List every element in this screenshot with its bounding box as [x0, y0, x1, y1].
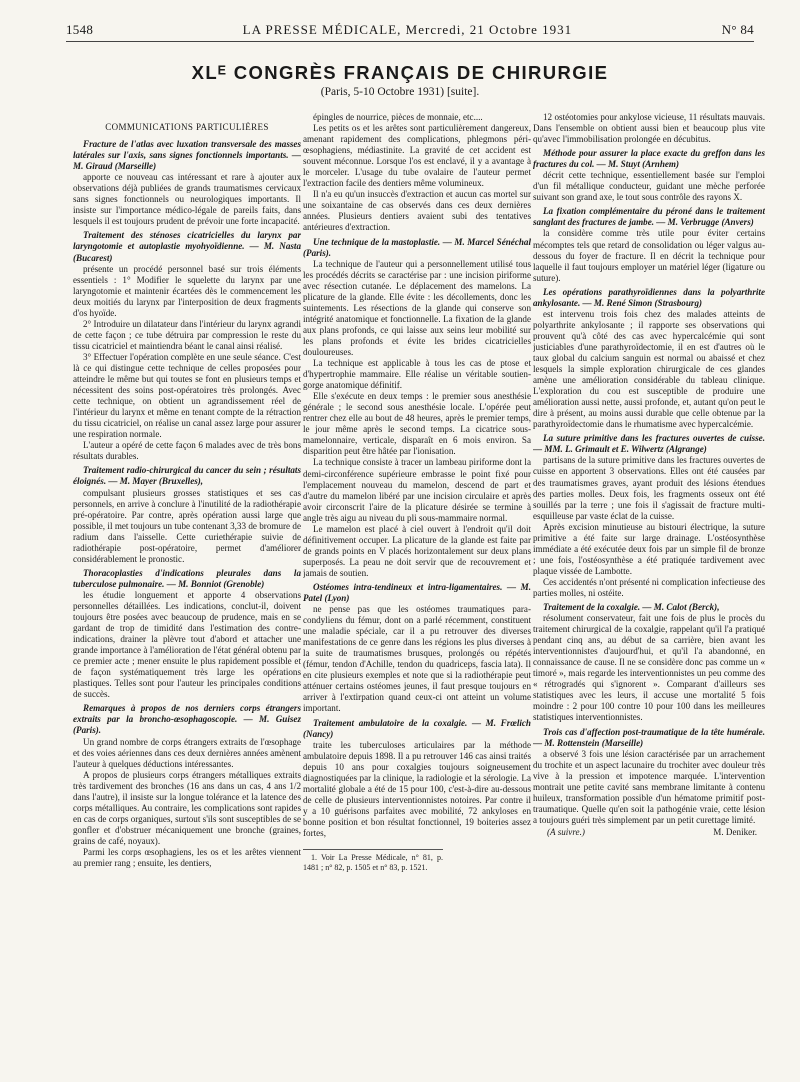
article-heading: Une technique de la mastoplastie. — M. Marcel Sénéchal (Paris).	[303, 236, 531, 258]
article-heading: Traitement des sténoses cicatricielles du larynx par laryngotomie et autoplastie myohyoïdienne. — M. Nasta (Bucarest)	[73, 230, 301, 263]
article-body: La technique consiste à tracer un lambeau piriforme dont la demi-circonférence supérieure embrasse le point fixé pour l'emplacement nouveau du mamelon, descend de part et d'autre du mamelon libéré par une incision circulaire et après avoir circonscrit l'aire de la plicature désirée se termine à angle très aigu au niveau du pli sous-mammaire normal.	[303, 457, 531, 523]
article-body: Le mamelon est placé à ciel ouvert à l'endroit qu'il doit définitivement occuper. La plicature de la glande est faite par de grands points en V placés horizontalement sur deux plans superposés. La peau ne doit servir que de recouvrement et jamais de soutien.	[303, 523, 531, 578]
article-body: résolument conservateur, fait une fois de plus le procès du traitement chirurgical de la coxalgie, rappelant qu'il l'a pratiqué pendant cinq ans, au début de sa carrière, bien avant les interventionnistes d'aujourd'hui, et qu'il l'a abandonné, en connaissance de cause. Il ne se considère donc pas comme un « timoré », mais regarde les interventionnistes un peu comme des « rétrogradés qui s'ignorent ». Comparant d'ailleurs ses statistiques avec les leurs, il accuse une mortalité 5 fois moindre : 2 pour 100 contre 10 pour 100 dans les meilleures statistiques interventionnistes.	[533, 613, 765, 723]
article-body: 12 ostéotomies pour ankylose vicieuse, 11 résultats mauvais. Dans l'ensemble on obtient aussi bien et beaucoup plus vite qu'avec l'immobilisation prolongée en décubitus.	[533, 112, 765, 145]
article-body: 2° Introduire un dilatateur dans l'intérieur du larynx agrandi de cette façon ; ce tube détruira par compression le reste du tissu cicatriciel et maintiendra béant le canal ainsi réalisé.	[73, 318, 301, 351]
issue-number: N° 84	[721, 22, 754, 37]
congress-subtitle: (Paris, 5-10 Octobre 1931) [suite].	[320, 86, 480, 98]
header-rule	[66, 41, 754, 42]
article-heading: Traitement de la coxalgie. — M. Calot (Berck),	[543, 602, 720, 613]
article-body: La technique est applicable à tous les cas de ptose et d'hypertrophie mammaire. Elle réalise un véritable soutien-gorge anatomique définitif.	[303, 358, 531, 391]
article-body: Un grand nombre de corps étrangers extraits de l'œsophage et des voies aériennes dans ces deux dernières années amènent l'auteur à quelques déductions intéressantes.	[73, 736, 301, 769]
article-body: A propos de plusieurs corps étrangers métalliques extraits très tardivement des bronches (16 ans dans un cas, 4 ans 1/2 dans l'autre), il insiste sur la longue tolérance et la latence des corps métalliques. Au contraire, les complications sont rapides en cas de corps organiques, surtout s'ils sont susceptibles de se gonfler et d'obstruer mécaniquement une bronche (graines, grains de café, noyaux).	[73, 769, 301, 846]
congress-title: XLᴱ CONGRÈS FRANÇAIS DE CHIRURGIE	[191, 62, 609, 83]
article-body: la considère comme très utile pour éviter certains mécomptes tels que retard de consolidation ou léger valgus au-dessous du foyer de fracture. Il en décrit la technique pour laquelle il faut toujours employer un matériel léger (ligature ou suture).	[533, 228, 765, 283]
article-body: épingles de nourrice, pièces de monnaie, etc....	[313, 112, 483, 122]
article-heading: Thoracoplasties d'indications pleurales dans la tuberculose pulmonaire. — M. Bonniot (Grenoble)	[73, 567, 301, 589]
article-body: est intervenu trois fois chez des malades atteints de polyarthrite ankylosante ; il rapporte ses observations qui prouvent qu'à côté des cas avec hypercalcémie qui sont justiciables d'une parathyroïdectomie, il en est d'autres où le taux global du calcium sanguin est normal ou abaissé et chez lesquels la simple exploration chirurgicale de ces glandes amène une amélioration considérable du tableau clinique. L'exploration du cou est susceptible de produire une amélioration aussi nette, aussi profonde, et, autant qu'on peut le dire à présent, au moins aussi durable que celle obtenue par la parathyroïdectomie dans le rhumatisme avec hypercalcémie.	[533, 308, 765, 430]
article-body: traite les tuberculoses articulaires par la méthode ambulatoire depuis 1898. Il a pu retrouver 146 cas ainsi traités depuis 10 ans pour coxalgies toujours soigneusement diagnostiquées par la clinique, la radiologie et la sérologie. La mortalité globale a été de 15 pour 100, c'est-à-dire au-dessous de celle de plusieurs interventionnistes notoires. Par contre il y a 10 guérisons parfaites avec mobilité, 72 ankyloses en bonne position et bon résultat fonctionnel, 19 boiteries assez fortes,	[303, 739, 531, 838]
article-heading: Trois cas d'affection post-traumatique de la tête humérale. — M. Rottenstein (Marseille)	[533, 726, 765, 748]
column-1	[73, 122, 301, 1082]
article-heading: Les opérations parathyroïdiennes dans la polyarthrite ankylosante. — M. René Simon (Strasbourg)	[533, 286, 765, 308]
author-signature: M. Deniker.	[713, 826, 757, 837]
article-body: Parmi les corps œsophagiens, les os et les arêtes viennent au premier rang ; ensuite, les dentiers,	[73, 847, 301, 869]
article-body: présente un procédé personnel basé sur trois éléments essentiels : 1° Modifier le squelette du larynx par une laryngotomie et maintenir écartées dès le commencement les deux moitiés du larynx par l'interposition de deux fragments d'os hyoïde.	[73, 263, 301, 318]
article-heading: La suture primitive dans les fractures ouvertes de cuisse. — MM. L. Grimault et E. Wilwertz (Algrange)	[533, 433, 765, 455]
footnote	[303, 849, 443, 873]
article-heading: Remarques à propos de nos derniers corps étrangers extraits par la broncho-œsophagoscopie. — M. Guisez (Paris).	[73, 703, 301, 736]
column-2	[303, 112, 531, 1072]
article-body: Après excision minutieuse au bistouri électrique, la suture primitive a été faite sur large drainage. L'ostéosynthèse immédiate a été exécutée deux fois par un simple fil de bronze ; une fois, l'ostéosynthèse a été pratiquée tardivement avec plaque vissée de Lambotte.	[533, 521, 765, 576]
column-3	[533, 112, 765, 1072]
article-heading: Méthode pour assurer la place exacte du greffon dans les fractures du col. — M. Stuyt (Arnhem)	[533, 148, 765, 170]
to-follow-note: (A suivre.)	[547, 826, 585, 837]
article-heading: Ostéomes intra-tendineux et intra-ligamentaires. — M. Patel (Lyon)	[303, 581, 531, 604]
article-body: compulsant plusieurs grosses statistiques et ses cas personnels, en arrive à conclure à l'inutilité de la radiothérapie pré-opératoire. Par contre, après opération aussi large que possible, il met toujours un tube contenant 3,33 de bromure de radium dans l'aisselle. Cette curiethérapie suivie de radiothérapie post-opératoire, permet d'améliorer considérablement le pronostic.	[73, 487, 301, 564]
article-body: ne pense pas que les ostéomes traumatiques para-condyliens du fémur, dont on a parlé récemment, constituent une maladie spéciale, car il a pu retrouver des diverses manifestations de ce genre dans les régions les plus diverses à la suite de traumatismes brusques, prolongés ou répétés (fémur, tendon d'Achille, tendon du quadriceps, fascia lata). Il en cite plusieurs exemples et note que si la radiothérapie peut atténuer certains ostéomes jeunes, il faut presque toujours en arriver à l'extirpation quand ceux-ci ont atteint un volume important.	[303, 604, 531, 714]
article-body: apporte ce nouveau cas intéressant et rare à ajouter aux observations déjà publiées de grands traumatismes cervicaux sans signes fonctionnels ou neurologiques importants. Il insiste sur l'importance médico-légale de pareils faits, dans lesquels il est toujours prudent de prévoir une forte incapacité.	[73, 172, 301, 227]
signature-line	[533, 827, 765, 838]
journal-line: LA PRESSE MÉDICALE, Mercredi, 21 Octobre 1931	[242, 22, 573, 37]
article-body: 3° Effectuer l'opération complète en une seule séance. C'est là ce qui distingue cette technique de celles proposées pour atteindre le même but qui toutes se font en plusieurs temps et nécessitent des soins post-opératoires très prolongés. Avec cette technique, on obtient un agrandissement réel de l'intérieur du larynx et même en tenant compte de la rétraction du tissu cicatriciel, on réalise un canal assez large pour assurer une respiration normale.	[73, 351, 301, 440]
section-heading: COMMUNICATIONS PARTICULIÈRES	[105, 122, 269, 132]
article-body: Les petits os et les arêtes sont particulièrement dangereux, amenant rapidement des complications, phlegmons péri-œsophagiens, médiastinite. La gravité de cet accident est souvent méconnue. Lorsque l'os est enclavé, il y a avantage à le morceler. L'usage du tube ovalaire de l'auteur permet l'extraction facile des dentiers même volumineux.	[303, 123, 531, 189]
article-heading: Traitement radio-chirurgical du cancer du sein ; résultats éloignés. — M. Mayer (Bruxelles),	[73, 465, 301, 487]
article-body: Elle s'exécute en deux temps : le premier sous anesthésie générale ; le second sous anesthésie locale. L'opérée peut rentrer chez elle au bout de 48 heures, après le premier temps, le jour même après le second temps. La cicatrice sous-mamelonnaire, verticale, disparaît en 6 mois environ. Sa disparition peut être hâtée par l'ionisation.	[303, 391, 531, 457]
article-body: Ces accidentés n'ont présenté ni complication infectieuse des parties molles, ni ostéite.	[533, 576, 765, 598]
article-body: a observé 3 fois une lésion caractérisée par un arrachement du trochite et un aspect lacunaire du trochiter avec douleur très vive à la pression et impotence marquée. L'intervention montrait une petite cavité sans membrane limitante à contenu huileux, transformation possible d'un hématome primitif post-traumatique. Quelle qu'en soit la pathogénie vraie, cette lésion a toujours guéri très simplement par un petit curettage limité.	[533, 748, 765, 825]
article-heading: Traitement ambulatoire de la coxalgie. — M. Frœlich (Nancy)	[303, 717, 531, 739]
article-body: La technique de l'auteur qui a personnellement utilisé tous les procédés décrits se caractérise par : une incision piriforme avec résection cutanée. Le déplacement des mamelons. La plicature de la glande. Elle évite : les décollements, donc les suintements. Les résections de la glande qui conserve son intégrité anatomique et fonctionnelle. La fixation de la glande aux plans profonds, ce qui laisse aux seins leur mobilité sur les plans profonds et évite les brides cicatricielles douloureuses.	[303, 258, 531, 357]
footnote-text: 1. Voir La Presse Médicale, n° 81, p. 1481 ; n° 82, p. 1505 et n° 83, p. 1521.	[303, 853, 443, 873]
article-body: Il n'a eu qu'un insuccès d'extraction et aucun cas mortel sur une soixantaine de cas observés dans ces deux dernières années. Plusieurs dentiers avaient subi des tentatives antérieures d'extraction.	[303, 189, 531, 233]
article-body: partisans de la suture primitive dans les fractures ouvertes de cuisse en apportent 3 observations. Elles ont été causées par des traumatismes graves, ayant produit des lésions étendues des parties molles. Deux fois, les fragments osseux ont été souillés par la terre ; une fois il s'agissait de fracture multi-esquilleuse par vaste éclat de la cuisse.	[533, 455, 765, 521]
article-body: décrit cette technique, essentiellement basée sur l'emploi d'un fil métallique conducteur, guidant une mèche perforée suivant son grand axe, le tout sous contrôle des rayons X.	[533, 170, 765, 203]
article-body: L'auteur a opéré de cette façon 6 malades avec de très bons résultats durables.	[73, 440, 301, 462]
article-body: les étudie longuement et apporte 4 observations personnelles détaillées. Les indications, conclut-il, doivent toujours être posées avec beaucoup de prudence, mais en se gardant de trop de timidité dans l'estimation des contre-indications, drainer la plèvre tout d'abord et attacher une grande importance à l'amélioration de l'état général obtenu par ce premier acte ; mener ensuite le plus rapidement possible et de façon systématiquement très large les opérations plastiques. Telles sont pour l'auteur les principales conditions de succès.	[73, 589, 301, 700]
article-heading: La fixation complémentaire du péroné dans le traitement sanglant des fractures de jambe. — M. Verbrugge (Anvers)	[533, 206, 765, 228]
running-head	[66, 22, 754, 38]
page-number: 1548	[66, 22, 94, 37]
article-heading: Fracture de l'atlas avec luxation transversale des masses latérales sur l'axis, sans signes fonctionnels importants. — M. Giraud (Marseille)	[73, 139, 301, 172]
